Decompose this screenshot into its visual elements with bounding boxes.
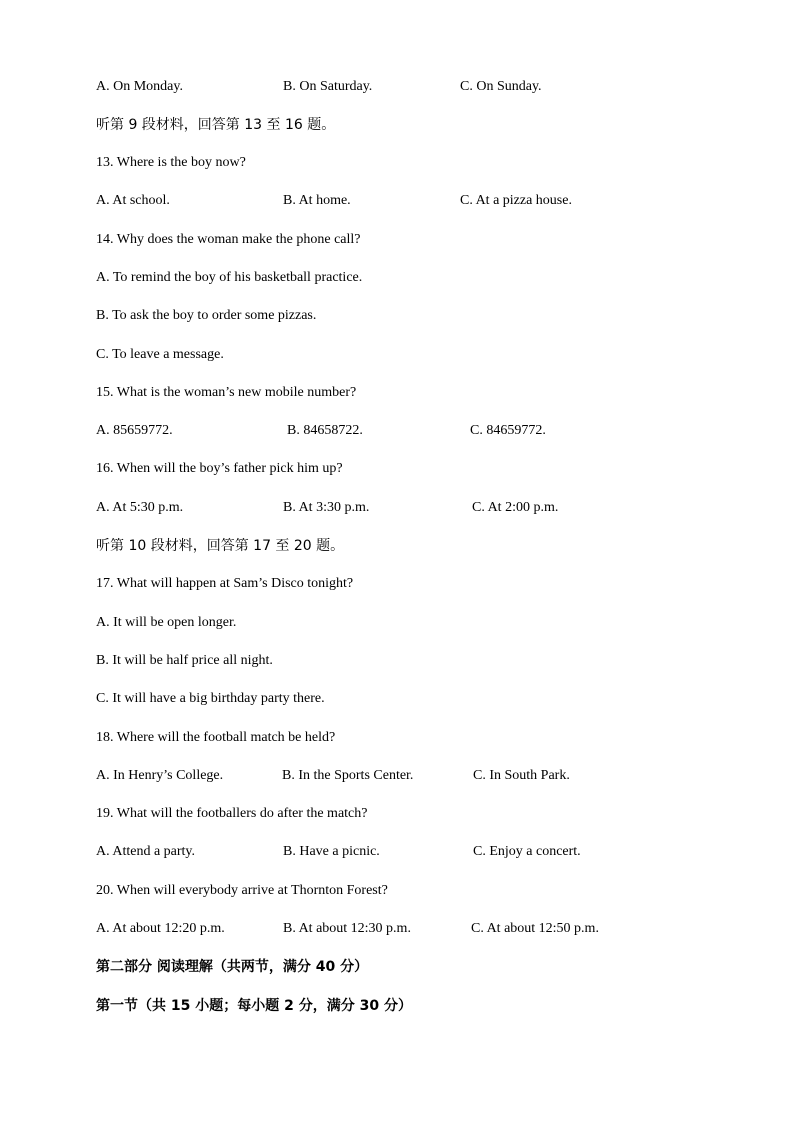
q16-option-b: B. At 3:30 p.m. [283, 500, 370, 515]
q17-option-a: A. It will be open longer. [96, 615, 237, 630]
q12-option-c: C. On Sunday. [460, 79, 542, 94]
q13-option-a: A. At school. [96, 193, 170, 208]
q14-option-a: A. To remind the boy of his basketball practice. [96, 270, 363, 285]
q12-option-b: B. On Saturday. [283, 79, 373, 94]
q18-option-c: C. In South Park. [473, 768, 570, 783]
question-15: 15. What is the woman’s new mobile number? [96, 385, 357, 400]
q19-option-c: C. Enjoy a concert. [473, 844, 581, 859]
q13-option-b: B. At home. [283, 193, 351, 208]
question-19: 19. What will the footballers do after the match? [96, 806, 368, 821]
q15-option-c: C. 84659772. [470, 423, 546, 438]
q17-option-b: B. It will be half price all night. [96, 653, 273, 668]
q17-option-c: C. It will have a big birthday party there. [96, 691, 325, 706]
q18-option-b: B. In the Sports Center. [282, 768, 414, 783]
section-1-heading: 第一节（共 15 小题；每小题 2 分，满分 30 分） [96, 998, 412, 1014]
q19-option-b: B. Have a picnic. [283, 844, 380, 859]
question-16: 16. When will the boy’s father pick him up? [96, 461, 343, 476]
question-17: 17. What will happen at Sam’s Disco tonight? [96, 576, 354, 591]
q18-option-a: A. In Henry’s College. [96, 768, 224, 783]
q20-option-a: A. At about 12:20 p.m. [96, 921, 225, 936]
section-9-heading: 听第 9 段材料，回答第 13 至 16 题。 [96, 117, 336, 133]
q12-option-a: A. On Monday. [96, 79, 183, 94]
section-10-heading: 听第 10 段材料，回答第 17 至 20 题。 [96, 538, 345, 554]
q15-option-b: B. 84658722. [287, 423, 363, 438]
q13-option-c: C. At a pizza house. [460, 193, 572, 208]
q19-option-a: A. Attend a party. [96, 844, 196, 859]
q16-option-a: A. At 5:30 p.m. [96, 500, 184, 515]
question-18: 18. Where will the football match be held? [96, 730, 336, 745]
q15-option-a: A. 85659772. [96, 423, 173, 438]
q20-option-c: C. At about 12:50 p.m. [471, 921, 599, 936]
question-14: 14. Why does the woman make the phone call? [96, 232, 361, 247]
q14-option-b: B. To ask the boy to order some pizzas. [96, 308, 317, 323]
q16-option-c: C. At 2:00 p.m. [472, 500, 559, 515]
q20-option-b: B. At about 12:30 p.m. [283, 921, 411, 936]
q14-option-c: C. To leave a message. [96, 347, 224, 362]
question-20: 20. When will everybody arrive at Thornton Forest? [96, 883, 388, 898]
part-2-heading: 第二部分 阅读理解（共两节，满分 40 分） [96, 959, 369, 975]
question-13: 13. Where is the boy now? [96, 155, 246, 170]
